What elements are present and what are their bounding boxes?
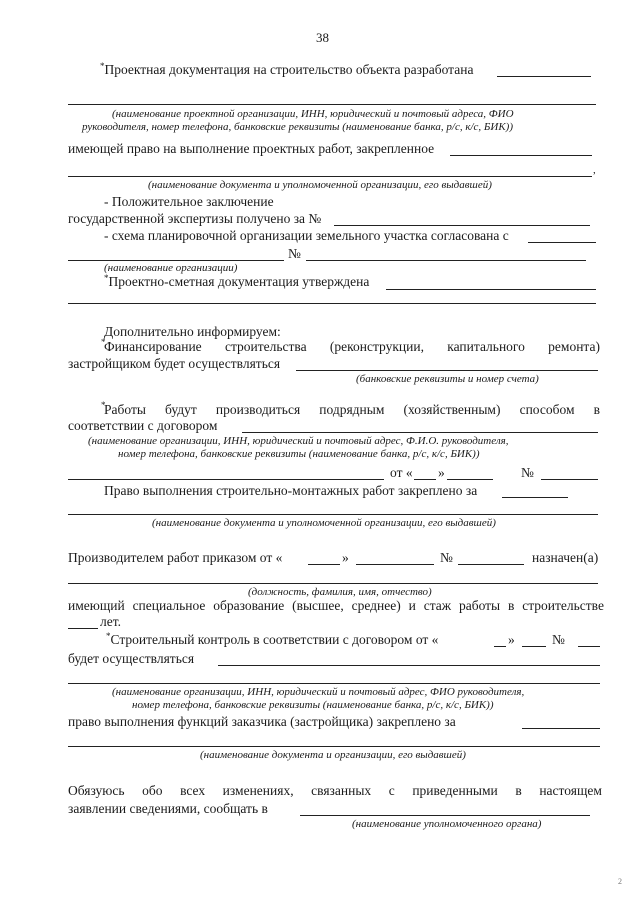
fill-line <box>522 646 546 647</box>
caption-position: (должность, фамилия, имя, отчество) <box>248 586 432 598</box>
caption-project-org-1: (наименование проектной организации, ИНН, юридический и почтовый адреса, ФИО <box>112 108 514 120</box>
fill-line <box>68 746 600 747</box>
fill-line <box>356 564 434 565</box>
corner-mark: 2 <box>618 877 622 886</box>
fill-line <box>494 646 506 647</box>
education-line: имеющий специальное образование (высшее, среднее) и стаж работы в строительстве <box>68 598 604 613</box>
contract-number-sign: № <box>521 465 534 480</box>
oblige-line-2: заявлении сведениями, сообщать в <box>68 801 268 816</box>
financing-line-2: застройщиком будет осуществляться <box>68 356 281 371</box>
years-label: лет. <box>100 614 121 629</box>
page-number: 38 <box>316 30 329 45</box>
estimate-line: *Проектно-сметная документация утверждена <box>104 273 370 289</box>
document-page: 38 *Проектная документация на строительство объекта разработана (наименование проектной организации, ИНН, юридический и почтовый адреса, ФИО руководителя, номер телефона, банковские реквизиты (наименование банка, р/с, к/с, БИК)) имеющей право на выполнение проектных работ, закрепленное , (наименование документа и уполномоченной организации, его выдавшей) - Положительное заключение государственной экспертизы получено за № - схема планировочной организации земельного участка согласована с № (наименование организации) *Проектно-сметная документация утверждена Дополнительно информируем: * Финансирование строительства (реконструкции, капитального ремонта) застройщиком будет осуществляться (банковские реквизиты и номер счета) * Работы будут производиться подрядным (хозяйственным) способом в соответствии с договором (наименование организации, ИНН, юридический и почтовый адрес, Ф.И.О. руководителя, номер телефона, банковские реквизиты (наименование банка, р/с, к/с, БИК)) от « » № Право выполнения строительно-монтажных работ закреплено за (наименование документа и уполномоченной организации, его выдавшей) Производителем работ приказом от « » № назначен(а) (должность, фамилия, имя, отчество) имеющий специальное образование (высшее, среднее) и стаж работы в строительстве лет. *Строительный контроль в соответствии с договором от « » № будет осуществляться (наименование организации, ИНН, юридический и почтовый адрес, ФИО руководителя, номер телефона, банковские реквизиты (наименование банка, р/с, к/с, БИК)) право выполнения функций заказчика (застройщика) закреплено за (наименование документа и организации, его выдавшей) Обязуюсь обо всех изменениях, связанных с приведенными в настоящем заявлении сведениями, сообщать в (наименование уполномоченного органа) 2 <box>0 0 640 905</box>
caption-doc-org-issued-3: (наименование документа и организации, его выдавшей) <box>200 749 466 761</box>
fill-line <box>68 514 598 515</box>
control-line-2: будет осуществляться <box>68 651 195 666</box>
fill-line <box>68 628 98 629</box>
manager-line-end: назначен(а) <box>532 550 599 565</box>
fill-line <box>68 260 284 261</box>
fill-line <box>386 289 596 290</box>
number-sign: № <box>288 246 301 261</box>
caption-contract-org-1: (наименование организации, ИНН, юридический и почтовый адрес, Ф.И.О. руководителя, <box>88 435 509 447</box>
fill-line <box>218 665 600 666</box>
works-line-2: соответствии с договором <box>68 418 218 433</box>
caption-contract-org-2: номер телефона, банковские реквизиты (наименование банка, р/с, к/с, БИК)) <box>118 448 480 460</box>
fill-line <box>68 583 598 584</box>
additional-info-line: Дополнительно информируем: <box>104 324 281 339</box>
positive-conclusion-line-1: - Положительное заключение <box>104 194 274 209</box>
right-holder-line: имеющей право на выполнение проектных работ, закрепленное <box>68 141 435 156</box>
customer-line: право выполнения функций заказчика (застройщика) закреплено за <box>68 714 456 729</box>
fill-line <box>528 242 596 243</box>
oblige-line-1: Обязуюсь обо всех изменениях, связанных с приведенными в настоящем <box>68 783 602 798</box>
manager-line-start: Производителем работ приказом от « <box>68 550 283 565</box>
caption-org-name: (наименование организации) <box>104 262 238 274</box>
fill-line <box>308 564 340 565</box>
positive-conclusion-line-2: государственной экспертизы получено за № <box>68 211 322 226</box>
fill-line <box>450 155 592 156</box>
manager-number-sign: № <box>440 550 453 565</box>
control-line-1: *Строительный контроль в соответствии с договором от « <box>106 631 439 647</box>
fill-line <box>578 646 600 647</box>
fill-line <box>502 497 568 498</box>
fill-line <box>414 479 436 480</box>
caption-doc-org-issued-2: (наименование документа и уполномоченной организации, его выдавшей) <box>152 517 496 529</box>
fill-line <box>541 479 598 480</box>
fill-line <box>300 815 590 816</box>
fill-line <box>296 370 598 371</box>
fill-line <box>447 479 493 480</box>
fill-line <box>522 728 600 729</box>
caption-bank: (банковские реквизиты и номер счета) <box>356 373 539 385</box>
caption-control-org-2: номер телефона, банковские реквизиты (наименование банка, р/с, к/с, БИК)) <box>132 699 494 711</box>
fill-line <box>68 104 596 105</box>
caption-authority: (наименование уполномоченного органа) <box>352 818 542 830</box>
contract-date-from: от « <box>390 465 413 480</box>
cmw-right-line: Право выполнения строительно-монтажных работ закреплено за <box>104 483 478 498</box>
fill-line <box>242 432 598 433</box>
fill-line <box>334 225 590 226</box>
scheme-line: - схема планировочной организации земельного участка согласована с <box>104 228 509 243</box>
caption-project-org-2: руководителя, номер телефона, банковские реквизиты (наименование банка, р/с, к/с, БИК)) <box>82 121 513 133</box>
fill-line <box>306 260 586 261</box>
fill-line <box>68 176 592 177</box>
control-number-sign: № <box>552 632 565 647</box>
fill-line <box>68 683 600 684</box>
fill-line <box>68 479 384 480</box>
fill-line <box>497 76 591 77</box>
fill-line <box>458 564 524 565</box>
works-line-1: * Работы будут производиться подрядным (хозяйственным) способом в <box>101 400 600 417</box>
caption-doc-org-issued-1: (наименование документа и уполномоченной организации, его выдавшей) <box>148 179 492 191</box>
financing-line-1: * Финансирование строительства (реконструкции, капитального ремонта) <box>101 337 600 354</box>
project-doc-line: *Проектная документация на строительство объекта разработана <box>100 61 474 77</box>
fill-line <box>68 303 596 304</box>
caption-control-org-1: (наименование организации, ИНН, юридический и почтовый адрес, ФИО руководителя, <box>112 686 525 698</box>
